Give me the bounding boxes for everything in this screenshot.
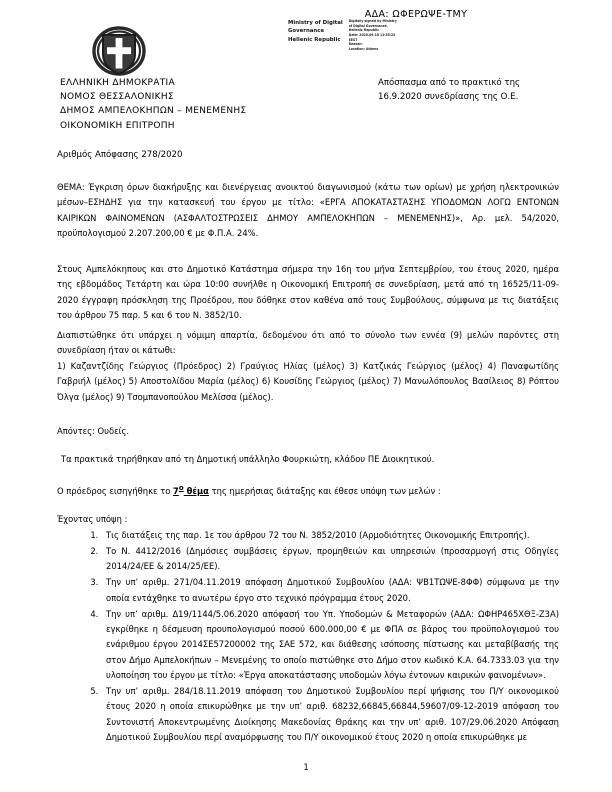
agenda-item-intro	[57, 481, 559, 499]
absent-members: Απόντες: Ουδείς.	[57, 426, 130, 436]
list-item: 2. Το Ν. 4412/2016 (Δημόσιες συμβάσεις έργων, προμηθειών και υπηρεσιών (προσαρμογή στις Οδηγίες 2014/24/ΕΕ & 2014/25/ΕΕ).	[101, 544, 559, 575]
signature-detail-line: Date: 2020.09.18 11:35:22	[348, 32, 396, 37]
authority-line-committee: ΟΙΚΟΝΟΜΙΚΗ ΕΠΙΤΡΟΠΗ	[60, 120, 175, 131]
signature-detail-line: of Digital Governance,	[348, 23, 388, 28]
signature-detail-line: Location: Athens	[348, 46, 379, 51]
session-details-paragraph: Στους Αμπελόκηπους και στο Δημοτικό Κατάστημα σήμερα την 16η του μήνα Σεπτεμβρίου, του έτους 2020, ημέρα της εβδομάδος Τετάρτη και ώρα 10:00 συνήλθε η Οικονομική Επιτροπή σε συνεδρίαση, μετά από τη 16525/11-09-2020 έγγραφη πρόσκληση της Προέδρου, που δόθηκε στον καθένα από τους Συμβούλους, σύμφωνα με τις διατάξεις του άρθρου 75 παρ. 5 και 6 του Ν. 3852/10.	[57, 264, 559, 321]
decision-number: Αριθμός Απόφασης 278/2020	[57, 150, 183, 160]
excerpt-line-1: Απόσπασμα από το πρακτικό της	[378, 78, 521, 88]
issuing-authority-header	[60, 76, 246, 133]
signature-detail-line: Reason:	[348, 42, 363, 47]
signature-details	[349, 19, 397, 51]
minutes-excerpt-header	[378, 76, 520, 104]
digital-signature-stamp	[288, 19, 397, 51]
minutes-keeper: Τα πρακτικά τηρήθηκαν από τη Δημοτική υπάλληλο Φουρκιώτη, κλάδου ΠΕ Διοικητικού.	[61, 454, 435, 464]
authority-line-municipality: ΔΗΜΟΣ ΑΜΠΕΛΟΚΗΠΩΝ – ΜΕΝΕΜΕΝΗΣ	[60, 106, 247, 117]
signature-authority-line: Governance	[288, 28, 325, 35]
signature-detail-line: Hellenic Republic	[348, 28, 379, 33]
having-in-mind-heading: Έχοντας υπόψη :	[57, 514, 128, 524]
quorum-statement: Διαπιστώθηκε ότι υπάρχει η νόμιμη απαρτία, δεδομένου ότι από το σύνολο των εννέα (9) μελών παρόντες στη συνεδρίαση ήταν οι κάτωθι:	[57, 330, 559, 356]
agenda-prefix: Ο πρόεδρος εισηγήθηκε το	[57, 485, 174, 496]
signature-detail-line: EEST	[348, 37, 358, 42]
authority-line-republic: ΕΛΛΗΝΙΚΗ ΔΗΜΟΚΡΑΤΙΑ	[60, 78, 175, 88]
signature-authority	[288, 19, 343, 44]
legal-basis-list	[57, 528, 559, 746]
agenda-item-ordinal-suffix: ο	[178, 484, 184, 492]
page-number: 1	[303, 762, 309, 772]
coat-of-arms-icon	[90, 24, 148, 78]
agenda-suffix: της ημερήσιας διάταξης και έθεσε υπόψη των μελών :	[208, 485, 441, 496]
list-item: 3. Την υπ’ αριθμ. 271/04.11.2019 απόφαση Δημοτικού Συμβουλίου (ΑΔΑ: ΨΒ1ΤΩΨΕ-8ΦΦ) σύμφωνα με την οποία εντάχθηκε το ανωτέρω έργο στο τεχνικό πρόγραμμα έτους 2020.	[101, 575, 559, 606]
signature-detail-line: Digitally signed by Ministry	[348, 19, 397, 23]
excerpt-line-2: 16.9.2020 συνεδρίασης της Ο.Ε.	[378, 92, 519, 103]
signature-authority-line: Ministry of Digital	[288, 20, 343, 26]
list-item: 4. Την υπ’ αριθμ. Δ19/1144/5.06.2020 απόφασή του Υπ. Υποδομών & Μεταφορών (ΑΔΑ: ΩΦΗΡ465ΧΘΞ-Ζ3Α) εγκρίθηκε η δέσμευση προυπολογισμού ποσού 600.000,00 € με ΦΠΑ σε βάρος του προϋπολογισμού του ενάριθμου έργου 2014ΣΕ57200002 της ΣΑΕ 572, και διάθεσης ισόποσης πίστωσης και μεταβίβασής της στον Δήμο Αμπελοκήπων – Μενεμένης το οποίο πιστώθηκε στο Δήμο στον κωδικό Κ.Α. 64.7333.03 για την υλοποίηση του έργου με τίτλο: «Έργα αποκατάστασης υποδομών λόγω έντονων καιρικών φαινομένων».	[101, 607, 559, 684]
authority-line-prefecture: ΝΟΜΟΣ ΘΕΣΣΑΛΟΝΙΚΗΣ	[60, 92, 174, 103]
list-item: 5. Την υπ’ αριθμ. 284/18.11.2019 απόφαση του Δημοτικού Συμβουλίου περί ψήφισης του Π/Υ οικονομικού έτους 2020 η οποία επικυρώθηκε με την υπ’ αριθ. 68232,66845,66844,59607/09-12-2019 απόφαση του Συντονιστή Αποκεντρωμένης Διοίκησης Μακεδονίας Θράκης και την υπ’ αριθ. 107/29.06.2020 Απόφαση Δημοτικού Συμβουλίου περί αναμόρφωσης του Π/Υ οικονομικού έτους 2020 η οποία επικυρώθηκε με	[101, 684, 559, 746]
signature-authority-line: Hellenic Republic	[288, 36, 341, 43]
subject-paragraph: ΘΕΜΑ: Έγκριση όρων διακήρυξης και διενέργειας ανοικτού διαγωνισμού (κάτω των ορίων) με χρήση ηλεκτρονικών μέσων–ΕΣΗΔΗΣ για την κατασκευή του έργου με τίτλο: «ΕΡΓΑ ΑΠΟΚΑΤΑΣΤΑΣΗΣ ΥΠΟΔΟΜΩΝ ΛΟΓΩ ΕΝΤΟΝΩΝ ΚΑΙΡΙΚΩΝ ΦΑΙΝΟΜΕΝΩΝ (ΑΣΦΑΛΤΟΣΤΡΩΣΕΙΣ ΔΗΜΟΥ ΑΜΠΕΛΟΚΗΠΩΝ – ΜΕΝΕΜΕΝΗΣ)», Αρ. μελ. 54/2020, προϋπολογισμού 2.207.200,00 € με Φ.Π.Α. 24%.	[57, 182, 559, 239]
agenda-item-number: 7	[173, 485, 179, 496]
list-item: 1. Τις διατάξεις της παρ. 1ε του άρθρου 72 του Ν. 3852/2010 (Αρμοδιότητες Οικονομικής Επιτροπής).	[101, 528, 559, 543]
agenda-item-word: θέμα	[183, 485, 209, 496]
quorum-paragraph	[57, 328, 559, 405]
members-present-list: 1) Καζαντζίδης Γεώργιος (Πρόεδρος) 2) Γραύγιος Ηλίας (μέλος) 3) Κατζικάς Γεώργιος (μέλος) 4) Παναφωτίδης Γαβριήλ (μέλος) 5) Αποστολίδου Μαρία (μέλος) 6) Κουσίδης Γεώργιος (μέλος) 7) Μανωλόπουλος Βασίλειος 8) Ρόπτου Όλγα (μέλος) 9) Τσομπανοπούλου Μελίσσα (μέλος).	[57, 360, 559, 402]
ada-registry-number: ΑΔΑ: ΩΦΕΡΩΨΕ-ΤΜΥ	[364, 9, 468, 20]
